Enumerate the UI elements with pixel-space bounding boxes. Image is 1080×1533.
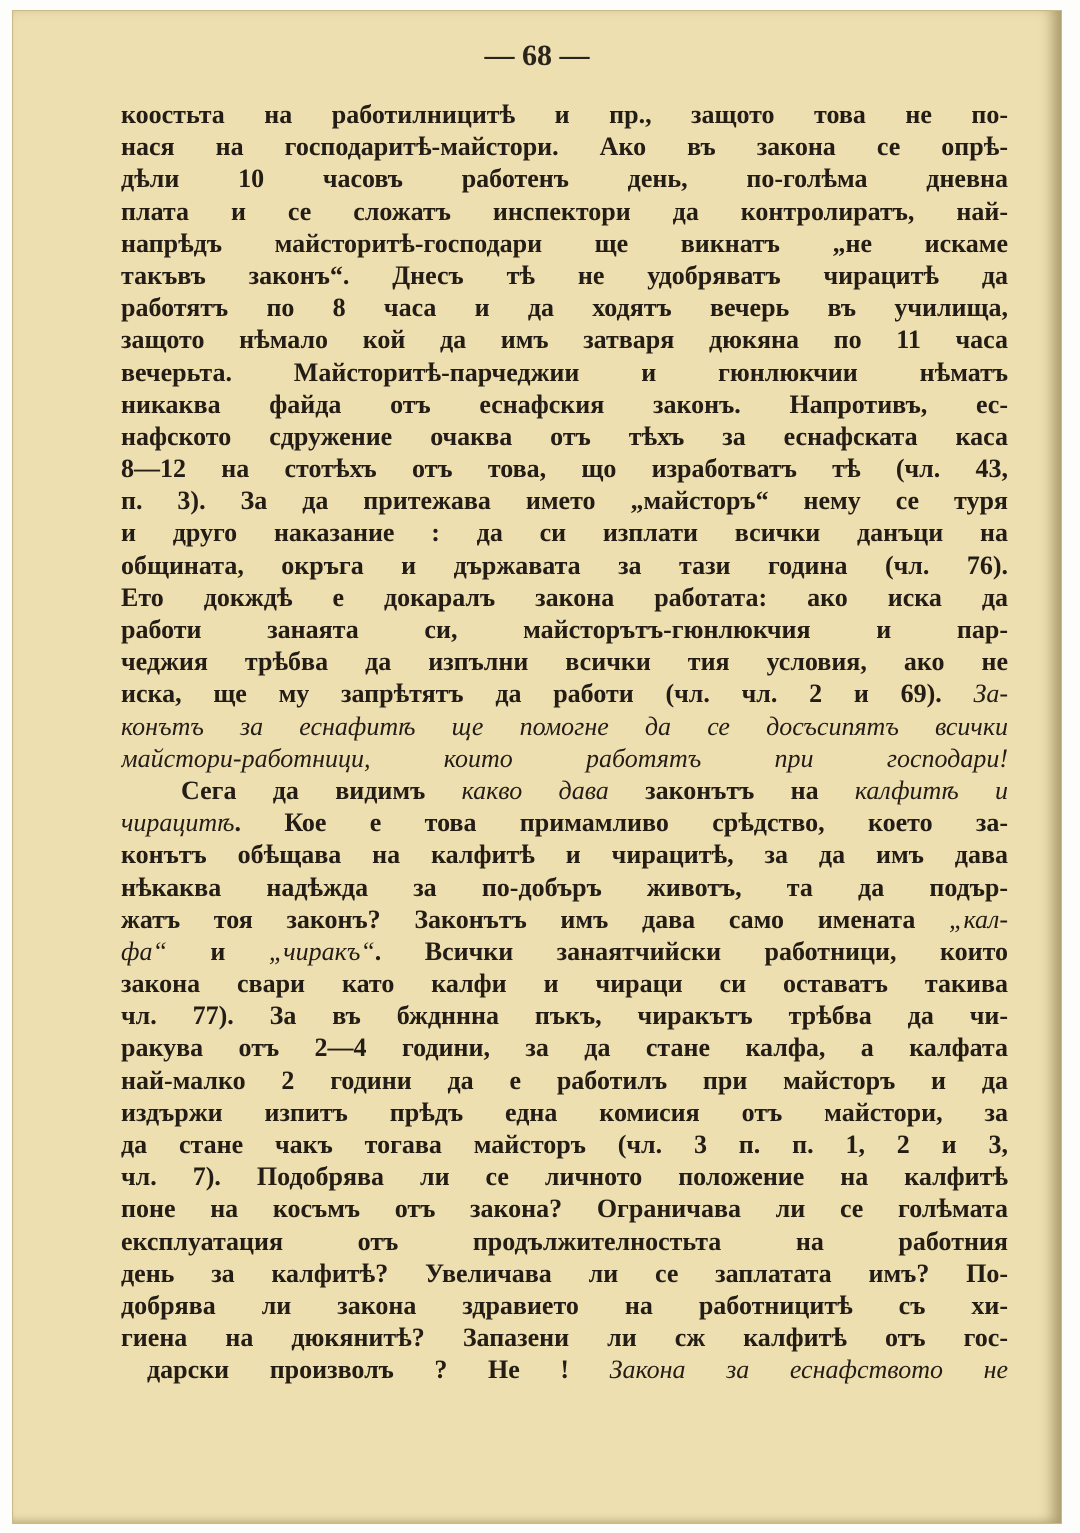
text-segment: ракува отъ 2—4 години, за да стане калфа, а калфата [121, 1033, 1008, 1063]
text-segment: нѣкаква надѣжда за по-добъръ животъ, та да подър- [121, 872, 1008, 902]
text-segment: п. 3). За да притежава името „майсторъ“ нему се туря [121, 486, 1008, 516]
body-text [121, 99, 1008, 1387]
text-line [121, 1129, 1008, 1161]
text-segment: дѣли 10 часовъ работенъ день, по-голѣма дневна [121, 164, 1008, 194]
text-line [121, 485, 1008, 517]
text-line [121, 1097, 1008, 1129]
text-line [121, 1065, 1008, 1097]
text-segment: никаква файда отъ еснафския законъ. Напротивъ, ес- [121, 389, 1008, 419]
text-line [121, 1193, 1008, 1225]
text-line [121, 1258, 1008, 1290]
book-page [12, 10, 1062, 1524]
text-segment: Сега да видимъ [181, 775, 462, 805]
text-segment: закона свари като калфи и чираци си оставатъ такива [121, 969, 1008, 999]
text-segment: дарски произволъ ? Не ! [147, 1355, 610, 1385]
text-segment: вечерьта. Майсторитѣ-парчеджии и гюнлюкчии нѣматъ [121, 357, 1008, 387]
italic-text: За- [973, 679, 1008, 709]
text-line [121, 807, 1008, 839]
text-segment: такъвъ законъ“. Днесъ тѣ не удобряватъ чирацитѣ да [121, 260, 1008, 290]
text-line [121, 775, 1008, 807]
text-line [121, 646, 1008, 678]
text-segment: день за калфитѣ? Увеличава ли се заплатата имъ? По- [121, 1258, 1008, 1288]
text-segment: чл. 77). За въ бждннна пъкъ, чиракътъ трѣбва да чи- [121, 1001, 1008, 1031]
text-segment: плата и се сложатъ инспектори да контролиратъ, най- [121, 196, 1008, 226]
text-segment: гиена на дюкянитѣ? Запазени ли сж калфитѣ отъ гос- [121, 1323, 1008, 1353]
text-line [121, 1322, 1008, 1354]
text-segment: и [166, 936, 269, 966]
text-line [121, 968, 1008, 1000]
text-segment: експлуатация отъ продължителностьта на работния [121, 1226, 1008, 1256]
text-segment: . Всички занаятчийски работници, които [374, 936, 1008, 966]
text-segment: най-малко 2 години да е работилъ при майсторъ и да [121, 1065, 1008, 1095]
text-line [121, 324, 1008, 356]
text-line [121, 517, 1008, 549]
italic-text: калфитѣ и [854, 775, 1008, 805]
text-segment: жатъ тоя законъ? Законътъ имъ дава само имената [121, 904, 950, 934]
text-line [121, 1226, 1008, 1258]
text-segment: Ето докждѣ е докаралъ закона работата: ако иска да [121, 582, 1008, 612]
text-segment: иска, ще му запрѣтятъ да работи (чл. чл. 2 и 69). [121, 679, 974, 709]
text-line [121, 936, 1008, 968]
italic-text: „чиракъ“ [268, 936, 375, 966]
text-line [121, 711, 1008, 743]
text-line [121, 1161, 1008, 1193]
text-line [121, 839, 1008, 871]
text-line [121, 228, 1008, 260]
text-segment: добрява ли закона здравието на работницитѣ съ хи- [121, 1290, 1008, 1320]
text-line [121, 163, 1008, 195]
italic-text: майстори-работници, които работятъ при господари! [121, 743, 1008, 773]
text-segment: работи занаята си, майсторътъ-гюнлюкчия и пар- [121, 615, 1008, 644]
text-segment: да стане чакъ тогава майсторъ (чл. 3 п. п. 1, 2 и 3, [121, 1130, 1008, 1159]
text-segment: напрѣдъ майсторитѣ-господари ще викнатъ „не искаме [121, 228, 1008, 258]
text-line [121, 743, 1008, 775]
text-segment: нафското сдружение очаква отъ тѣхъ за еснафската каса [121, 421, 1008, 451]
text-segment: коостьта на работилницитѣ и пр., защото това не по- [121, 100, 1008, 129]
text-segment: 8—12 на стотѣхъ отъ това, що изработватъ тѣ (чл. 43, [121, 454, 1008, 484]
text-line [121, 1000, 1008, 1032]
italic-text: какво дава [461, 775, 609, 805]
italic-text: чирацитѣ [121, 808, 235, 838]
text-line [121, 131, 1008, 163]
text-line [121, 389, 1008, 421]
text-line [121, 453, 1008, 485]
italic-text: Закона за еснафството не [609, 1355, 1008, 1385]
text-line [121, 421, 1008, 453]
text-segment: конътъ обѣщава на калфитѣ и чирацитѣ, за да имъ дава [121, 840, 1008, 870]
text-line [121, 357, 1008, 389]
text-segment: и друго наказание : да си изплати всички данъци на [121, 518, 1008, 548]
text-segment: работятъ по 8 часа и да ходятъ вечерь въ училища, [121, 293, 1008, 323]
text-segment: законътъ на [608, 775, 855, 805]
text-line [121, 260, 1008, 292]
text-line [121, 678, 1008, 710]
text-segment: нася на господаритѣ-майстори. Ако въ закона се опрѣ- [121, 132, 1008, 162]
text-segment: чеджия трѣбва да изпълни всички тия условия, ако не [121, 647, 1008, 677]
text-segment: издържи изпитъ прѣдъ една комисия отъ майстори, за [121, 1097, 1008, 1127]
text-line [121, 614, 1008, 646]
text-segment: поне на косъмъ отъ закона? Ограничава ли се голѣмата [121, 1194, 1008, 1224]
text-line [121, 196, 1008, 228]
text-line [121, 1354, 1008, 1386]
italic-text: „кал- [949, 904, 1008, 934]
text-line [121, 1290, 1008, 1322]
text-line [121, 550, 1008, 582]
page-number: — 68 — [484, 39, 590, 72]
text-line [121, 904, 1008, 936]
text-line [121, 582, 1008, 614]
italic-text: конътъ за еснафитѣ ще помогне да се досъсипятъ всички [121, 711, 1008, 741]
text-line [121, 1032, 1008, 1064]
text-segment: . Кое е това примамливо срѣдство, което за- [234, 808, 1008, 838]
text-segment: чл. 7). Подобрява ли се личното положение на калфитѣ [121, 1162, 1008, 1192]
text-segment: защото нѣмало кой да имъ затваря дюкяна по 11 часа [121, 325, 1008, 355]
text-line [121, 292, 1008, 324]
text-segment: общината, окръга и държавата за тази година (чл. 76). [121, 550, 1008, 580]
italic-text: фа“ [121, 936, 167, 966]
text-line [121, 99, 1008, 131]
text-line [121, 872, 1008, 904]
